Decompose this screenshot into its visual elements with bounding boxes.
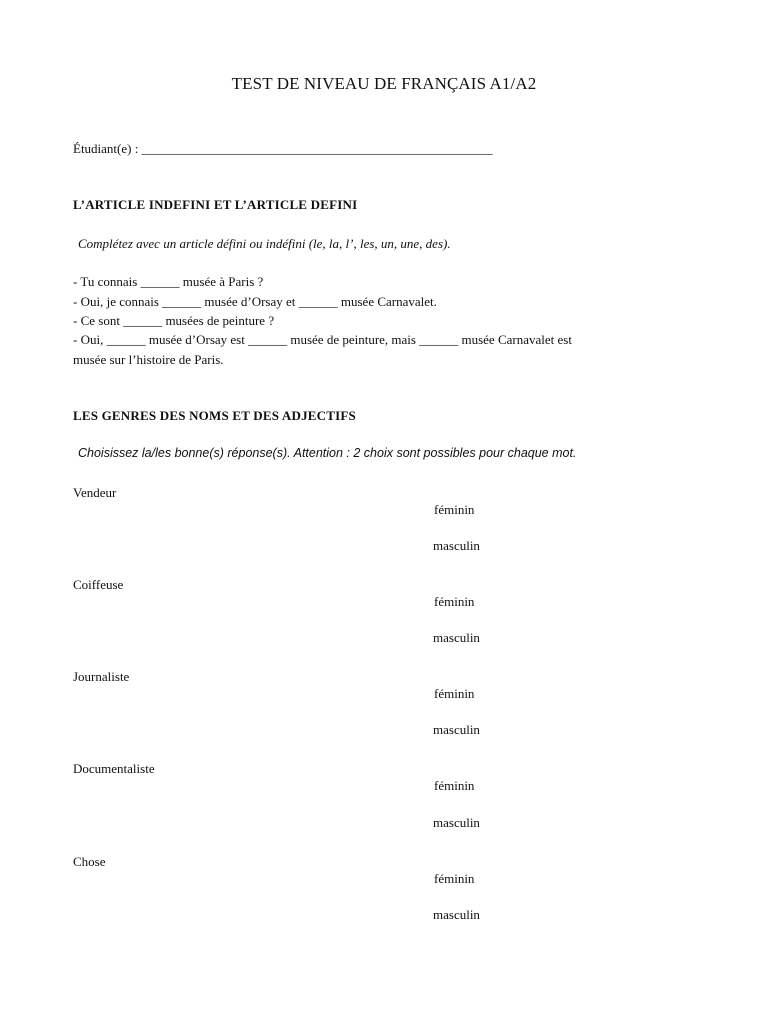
vocab-word: Journaliste (73, 669, 130, 684)
exercise-line: - Oui, je connais ______ musée d’Orsay et ______ musée Carnavalet. (73, 294, 437, 309)
option-masculin[interactable]: masculin (433, 538, 480, 553)
section-instruction-articles: Complétez avec un article défini ou indéfini (le, la, l’, les, un, une, des). (78, 236, 451, 251)
option-masculin[interactable]: masculin (433, 630, 480, 645)
option-masculin[interactable]: masculin (433, 815, 480, 830)
vocab-word: Documentaliste (73, 761, 155, 776)
vocab-word: Vendeur (73, 485, 117, 500)
vocab-word: Chose (73, 854, 106, 869)
section-heading-genres: LES GENRES DES NOMS ET DES ADJECTIFS (73, 408, 356, 423)
option-masculin[interactable]: masculin (433, 722, 480, 737)
option-feminin[interactable]: féminin (434, 502, 475, 517)
student-name-line: Étudiant(e) : ______________________________________________________ (73, 141, 493, 156)
exercise-line: - Tu connais ______ musée à Paris ? (73, 274, 264, 289)
option-masculin[interactable]: masculin (433, 907, 480, 922)
option-feminin[interactable]: féminin (434, 686, 475, 701)
exercise-line: musée sur l’histoire de Paris. (73, 352, 224, 367)
option-feminin[interactable]: féminin (434, 871, 475, 886)
exercise-line: - Ce sont ______ musées de peinture ? (73, 313, 275, 328)
option-feminin[interactable]: féminin (434, 778, 475, 793)
vocab-word: Coiffeuse (73, 577, 124, 592)
section-heading-articles: L’ARTICLE INDEFINI ET L’ARTICLE DEFINI (73, 197, 358, 212)
page-title: TEST DE NIVEAU DE FRANÇAIS A1/A2 (231, 74, 537, 93)
exercise-line: - Oui, ______ musée d’Orsay est ______ musée de peinture, mais ______ musée Carnavalet est (73, 332, 572, 347)
option-feminin[interactable]: féminin (434, 594, 475, 609)
section-instruction-genres: Choisissez la/les bonne(s) réponse(s). Attention : 2 choix sont possibles pour chaque mot. (78, 446, 577, 460)
